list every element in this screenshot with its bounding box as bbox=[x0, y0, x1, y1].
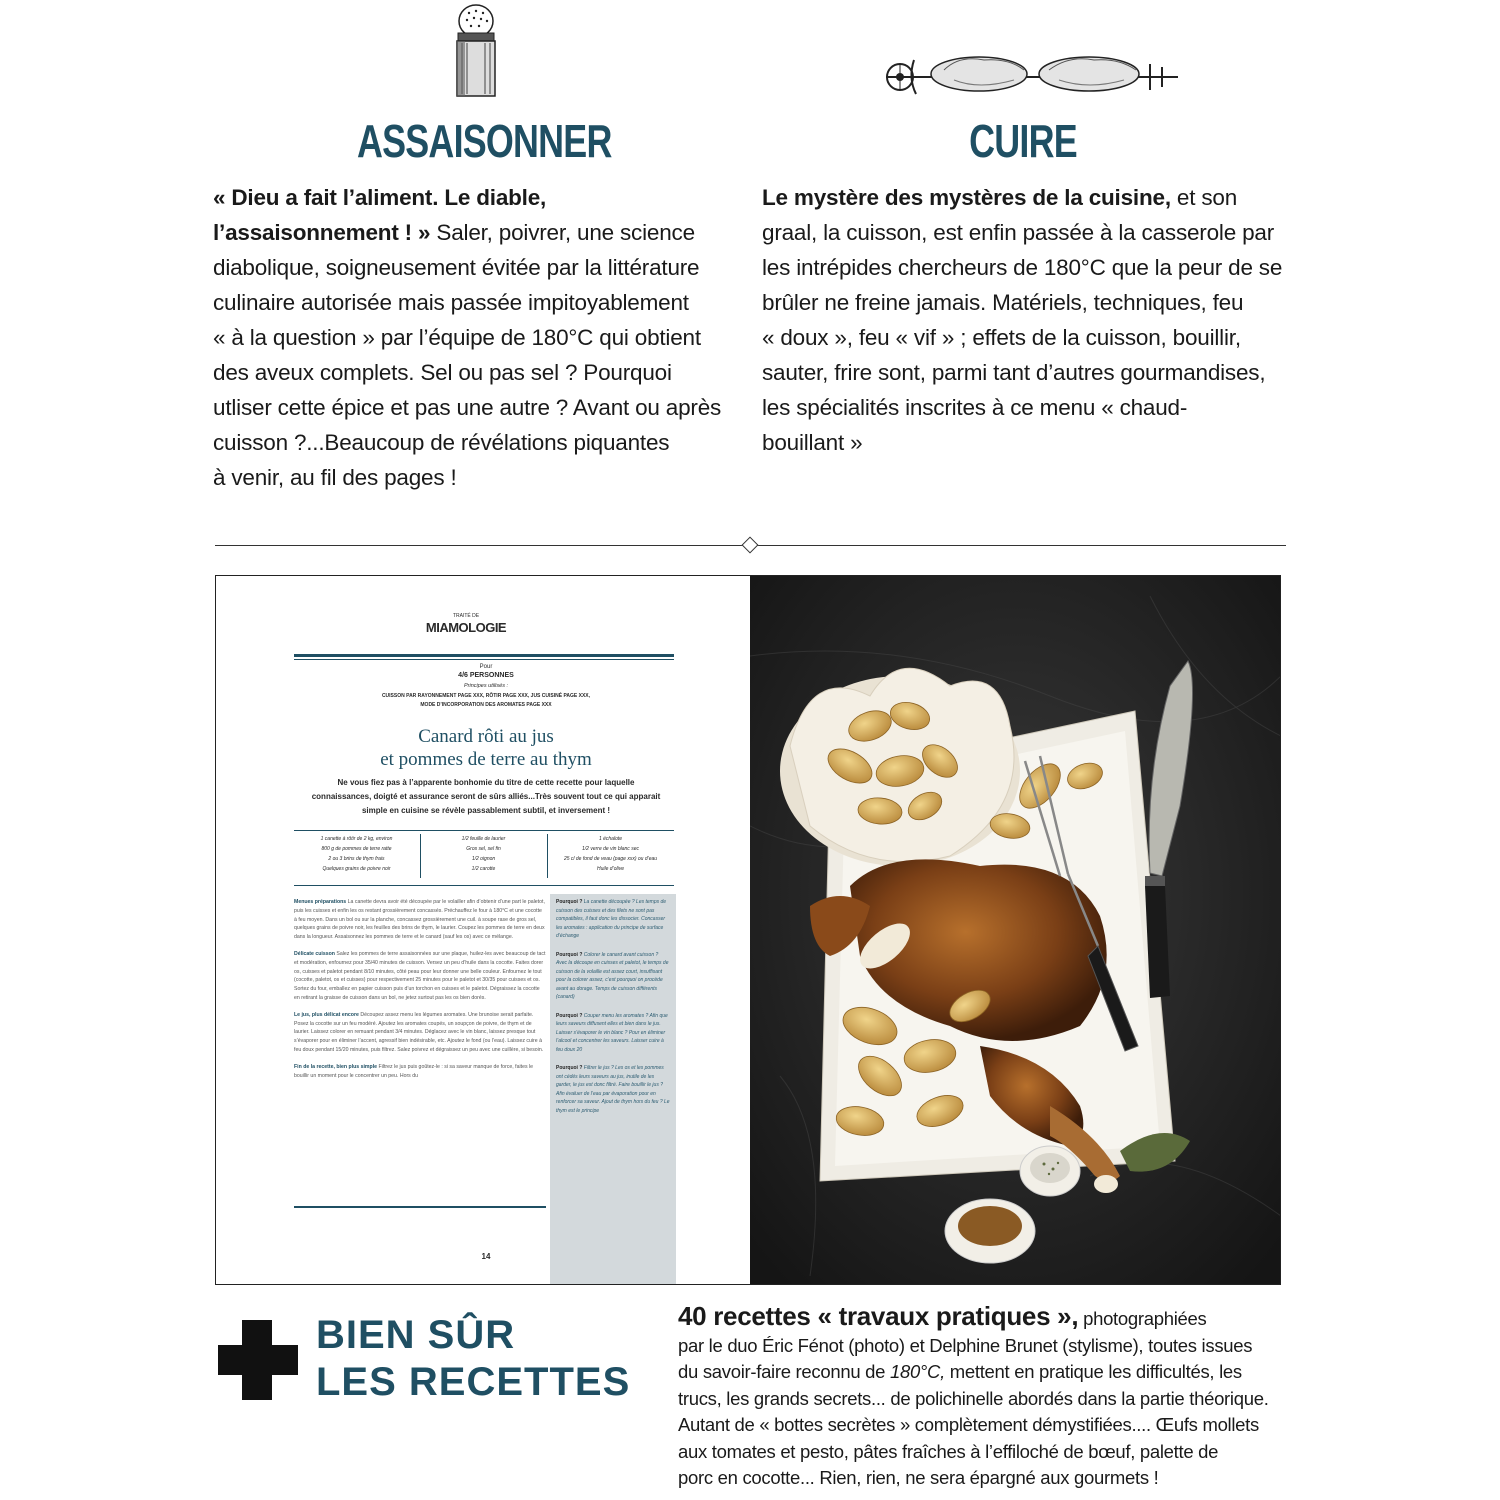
text-line: sauter, frire sont, parmi tant d’autres gourmandises, bbox=[762, 360, 1266, 385]
tip: Pourquoi ? Colorer le canard avant cuisson ? Avec la découpe en cuisses et paletot, le temps de cuisson de la volaille est assez court, insuffisant pour la colorer assez, c’est pourquoi on procède avant au dorage. Temps de cuisson différents (canard) bbox=[556, 951, 669, 1000]
text-line: « à la question » par l’équipe de 180°C qui obtient bbox=[213, 325, 701, 350]
step: Menues préparations La canette devra avoir été découpée par le volailler afin d’obtenir d’une part le paletot, puis les cuisses et enfin les os restant grossièrement concassés. Préchauffez le four à 180°C et une cocotte à feu moyen. Dans un bol ou sur la planche, concassez grossièrement une cuil. à soupe rase de gros sel, quelques grains de poivre noir, les feuilles des brins de thym, le laurier. Coupez les pommes de terre en deux dans la longueur. Assaisonnez les pommes de terre et le canard (sauf les os) avec ce mélange. bbox=[294, 899, 545, 941]
ingredient-cell: Quelques grains de poivre noir bbox=[322, 866, 391, 872]
ingredient-cell: 1/2 carotte bbox=[471, 866, 496, 872]
salt-shaker-icon bbox=[453, 3, 499, 98]
roasting-spit-icon bbox=[884, 50, 1180, 100]
text-line: bouillant » bbox=[762, 430, 863, 455]
page-number: 14 bbox=[481, 1252, 491, 1261]
roast-duck-photo bbox=[750, 576, 1281, 1284]
ingredient-cell: 800 g de pommes de terre ratte bbox=[321, 846, 392, 852]
text-line: Le mystère des mystères de la cuisine, et son bbox=[762, 185, 1238, 210]
text-line: l’assaisonnement ! » Saler, poivrer, une science bbox=[213, 220, 695, 245]
ingredient-cell: 1 canette à rôtir de 2 kg, environ bbox=[320, 836, 393, 842]
assaisonner-title: ASSAISONNER bbox=[357, 115, 612, 167]
food-photo bbox=[750, 576, 1281, 1284]
recipe-title: et pommes de terre au thym bbox=[380, 749, 592, 770]
serves-value: 4/6 PERSONNES bbox=[458, 672, 514, 679]
column-divider bbox=[547, 834, 548, 878]
plus-icon-bar bbox=[218, 1345, 298, 1375]
brand-small: TRAITÉ DE bbox=[452, 613, 480, 619]
serves-label: Pour bbox=[479, 664, 493, 670]
recipe-page bbox=[216, 576, 750, 1284]
ingredient-cell: Gros sel, sel fin bbox=[466, 846, 501, 852]
tip: Pourquoi ? Couper menu les aromates ? Afin que leurs saveurs diffusent elles et bien dans le jus. Laisser s’évaporer le vin blanc ? Pour en éliminer l’alcool et concentrer les saveurs. Laisser cuire à feu doux 20 bbox=[556, 1012, 668, 1053]
ingredients-table bbox=[294, 834, 674, 884]
text-line: utliser cette épice et pas une autre ? Avant ou après bbox=[213, 395, 722, 420]
principles-line: MODE D’INCORPORATION DES AROMATES PAGE XXX bbox=[420, 702, 552, 708]
header-rule-thin bbox=[294, 659, 674, 660]
bonus-title: BIEN SÛR bbox=[316, 1313, 516, 1357]
step: Le jus, plus délicat encore Découpez assez menu les légumes aromates. Une brunoise serait parfaite. Posez la cocotte sur un feu modéré. Ajoutez les aromates coupés, un soupçon de poivre, de thym et de laurier. Laissez colorer en remuant pendant 3/4 minutes. Déglacez avec le vin blanc, laissez presque tout s’évaporer pour en éliminer l’accent, agressif bien indésirable, etc. Ajoutez le fond (ou l’eau). Laissez cuire à feu doux pendant 15/20 minutes, puis filtrez. Salez poivrez et dégraissez un peu avec une cuillère, si besoin. bbox=[294, 1011, 544, 1053]
assaisonner-text bbox=[213, 180, 743, 495]
text-line: du savoir-faire reconnu de 180°C, mettent en pratique les difficultés, les bbox=[678, 1361, 1242, 1382]
ingredient-cell: 1 échalote bbox=[598, 836, 623, 842]
ingredients-rule bbox=[294, 885, 674, 886]
recipe-intro: Ne vous fiez pas à l’apparente bonhomie du titre de cette recette pour laquelle bbox=[337, 778, 635, 787]
book-spread-preview bbox=[215, 575, 1281, 1285]
text-line: trucs, les grands secrets... de polichinelle abordés dans la partie théorique. bbox=[678, 1387, 1269, 1409]
ingredient-cell: Huile d’olive bbox=[597, 866, 624, 872]
text-line: aux tomates et pesto, pâtes fraîches à l’effiloché de bœuf, palette de bbox=[678, 1440, 1219, 1462]
text-line: 40 recettes « travaux pratiques », photographiées bbox=[678, 1301, 1207, 1331]
ingredients-rule bbox=[294, 830, 674, 831]
tip: Pourquoi ? Filtrer le jus ? Les os et les pommes ont cédés leurs saveurs au jus, inutile de les garder, le jus est donc filtré. Faire bouillir le jus ? Afin évaluer de l’eau par évaporation pour en renforcer sa saveur. Ajout de thym hors du feu ? Le thym est le principe bbox=[556, 1065, 670, 1114]
ingredient-cell: 1/2 feuille de laurier bbox=[461, 836, 506, 842]
cuire-text bbox=[762, 180, 1292, 460]
steps-bottom-rule bbox=[294, 1206, 546, 1208]
text-line: culinaire autorisée mais passée impitoyablement bbox=[213, 290, 689, 315]
text-line: des aveux complets. Sel ou pas sel ? Pourquoi bbox=[213, 360, 672, 385]
tip: Pourquoi ? La canette découpée ? Les temps de cuisson des cuisses et des filets ne sont pas compatibles, il faut donc les dissocier. Concasser les aromates : application du principe de surface d’échange bbox=[556, 899, 667, 939]
header-rule bbox=[294, 654, 674, 657]
text-line: diabolique, soigneusement évitée par la littérature bbox=[213, 255, 700, 280]
recipe-intro: simple en cuisine se révèle passablement subtil, et inversement ! bbox=[361, 806, 611, 815]
ingredient-cell: 25 cl de fond de veau (page xxx) ou d’eau bbox=[563, 856, 658, 862]
text-line: graal, la cuisson, est enfin passée à la casserole par bbox=[762, 220, 1274, 245]
column-divider bbox=[420, 834, 421, 878]
text-line: « doux », feu « vif » ; effets de la cuisson, bouillir, bbox=[762, 325, 1241, 350]
step: Fin de la recette, bien plus simple Filtrez le jus puis goûtez-le : si sa saveur manque de force, faites le bouillir un moment pour le concentrer un peu. Hors du bbox=[294, 1063, 534, 1079]
ingredient-cell: 2 ou 3 brins de thym frais bbox=[328, 856, 385, 862]
diamond-ornament-icon bbox=[742, 537, 759, 554]
cuire-title: CUIRE bbox=[969, 115, 1077, 167]
text-line: Autant de « bottes secrètes » complètement démystifiées.... Œufs mollets bbox=[678, 1414, 1259, 1435]
text-line: porc en cocotte... Rien, rien, ne sera épargné aux gourmets ! bbox=[678, 1467, 1159, 1488]
ingredient-cell: 1/2 verre de vin blanc sec bbox=[582, 846, 639, 852]
recettes-paragraph bbox=[678, 1303, 1288, 1492]
text-line: brûler ne freine jamais. Matériels, techniques, feu bbox=[762, 290, 1244, 315]
text-line: à venir, au fil des pages ! bbox=[213, 465, 457, 490]
text-line: « Dieu a fait l’aliment. Le diable, bbox=[213, 185, 547, 210]
step: Délicate cuisson Salez les pommes de terre assaisonnées sur une plaque, huilez-les avec beaucoup de tact et modération, enfournez pour 35/40 minutes de cuisson. Versez un peu d’huile dans la cocotte. Faites dorer os, cuisses et paletot pendant 8/10 minutes, côté peau pour leur donner une belle couleur. Enfournez le tout (cocotte, paletot, os et cuisses) pour respectivement 25 minutes pour le paletot et 30/35 pour cuisses et os. Sortez du four, emballez en papier cuisson puis d’un torchon en cuisses et le paletot. Dégraissez la cocotte en retirant la graisse de cuisson dans un bol, ne jetez surtout pas les os bien dorés. bbox=[294, 950, 546, 1001]
text-line: cuisson ?...Beaucoup de révélations piquantes bbox=[213, 430, 670, 455]
steps-column bbox=[294, 898, 546, 1208]
text-line: les spécialités inscrites à ce menu « chaud- bbox=[762, 395, 1188, 420]
recipe-intro: connaissances, doigté et assurance seront de sûrs alliés...Très souvent tout ce qui apparait bbox=[311, 792, 661, 801]
ingredient-cell: 1/2 oignon bbox=[471, 856, 496, 862]
brand-logo: MIAMOLOGIE bbox=[425, 620, 507, 635]
tips-column bbox=[550, 894, 676, 1284]
bonus-title: LES RECETTES bbox=[316, 1360, 631, 1404]
recipe-title: Canard rôti au jus bbox=[418, 726, 554, 747]
principles-label: Principes utilisés : bbox=[463, 683, 509, 689]
text-line: par le duo Éric Fénot (photo) et Delphine Brunet (stylisme), toutes issues bbox=[678, 1334, 1253, 1356]
text-line: les intrépides chercheurs de 180°C que la peur de se bbox=[762, 255, 1283, 280]
principles-line: CUISSON PAR RAYONNEMENT PAGE XXX, RÔTIR PAGE XXX, JUS CUISINÉ PAGE XXX, bbox=[381, 693, 591, 699]
